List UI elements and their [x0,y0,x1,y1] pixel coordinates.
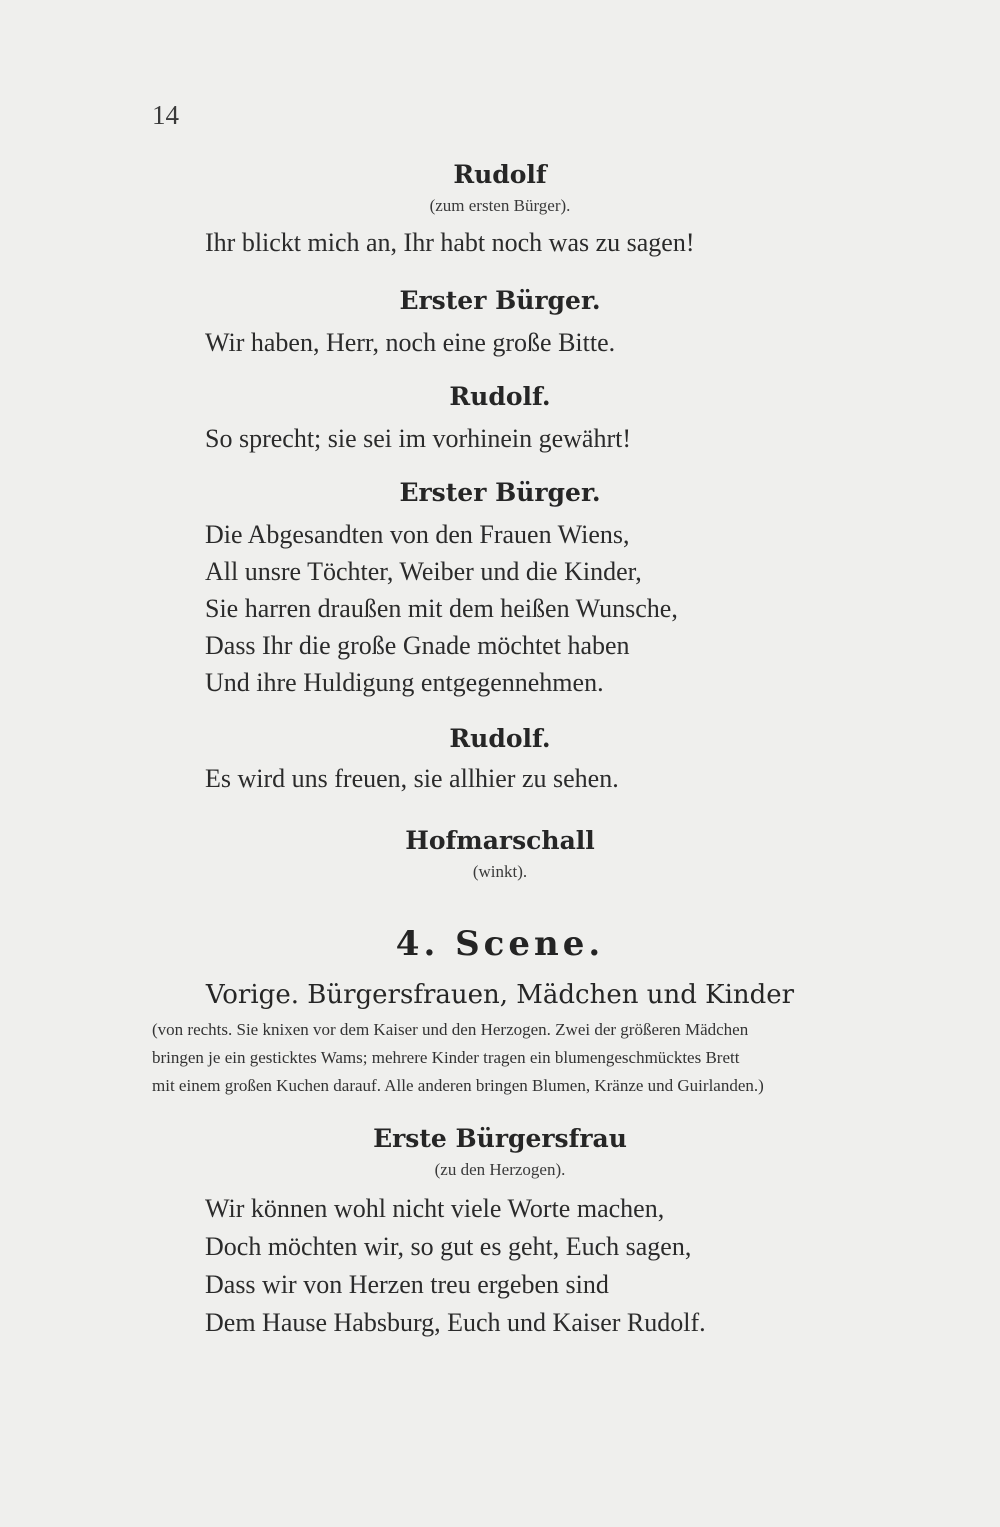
verse-line: Wir können wohl nicht viele Worte machen, [205,1194,665,1223]
stage-direction: (winkt). [472,862,528,881]
speaker-name: Rudolf. [449,724,551,753]
page-number: 14 [152,100,179,130]
speaker-name: Hofmarschall [405,826,595,855]
scene-cast: Vorige. Bürgersfrauen, Mädchen und Kinder [205,980,795,1010]
verse-line: Und ihre Huldigung entgegennehmen. [205,668,604,697]
speaker-name: Rudolf. [449,382,551,411]
scene-direction-line: mit einem großen Kuchen darauf. Alle anderen bringen Blumen, Kränze und Guirlanden.) [152,1076,764,1095]
verse-line: Dem Hause Habsburg, Euch und Kaiser Rudolf. [205,1308,706,1337]
verse-line: Die Abgesandten von den Frauen Wiens, [205,520,630,549]
stage-direction: (zum ersten Bürger). [429,196,571,215]
verse-line: Es wird uns freuen, sie allhier zu sehen. [205,764,619,793]
verse-line: Dass wir von Herzen treu ergeben sind [205,1270,609,1299]
speaker-name: Erste Bürgersfrau [373,1124,627,1153]
scene-title: 4. Scene. [395,924,605,964]
verse-line: All unsre Töchter, Weiber und die Kinder, [205,557,642,586]
verse-line: Dass Ihr die große Gnade möchtet haben [205,631,630,660]
verse-line: Wir haben, Herr, noch eine große Bitte. [205,328,616,357]
scene-direction-line: (von rechts. Sie knixen vor dem Kaiser und den Herzogen. Zwei der größeren Mädchen [152,1020,749,1039]
verse-line: Sie harren draußen mit dem heißen Wunsche, [205,594,678,623]
scene-direction-line: bringen je ein gesticktes Wams; mehrere Kinder tragen ein blumengeschmücktes Brett [152,1048,740,1067]
verse-line: Doch möchten wir, so gut es geht, Euch sagen, [205,1232,692,1261]
verse-line: Ihr blickt mich an, Ihr habt noch was zu sagen! [205,228,695,257]
speaker-name: Erster Bürger. [399,286,601,315]
speaker-name: Rudolf [453,160,547,189]
speaker-name: Erster Bürger. [399,478,601,507]
verse-line: So sprecht; sie sei im vorhinein gewährt! [205,424,632,453]
stage-direction: (zu den Herzogen). [434,1160,566,1179]
